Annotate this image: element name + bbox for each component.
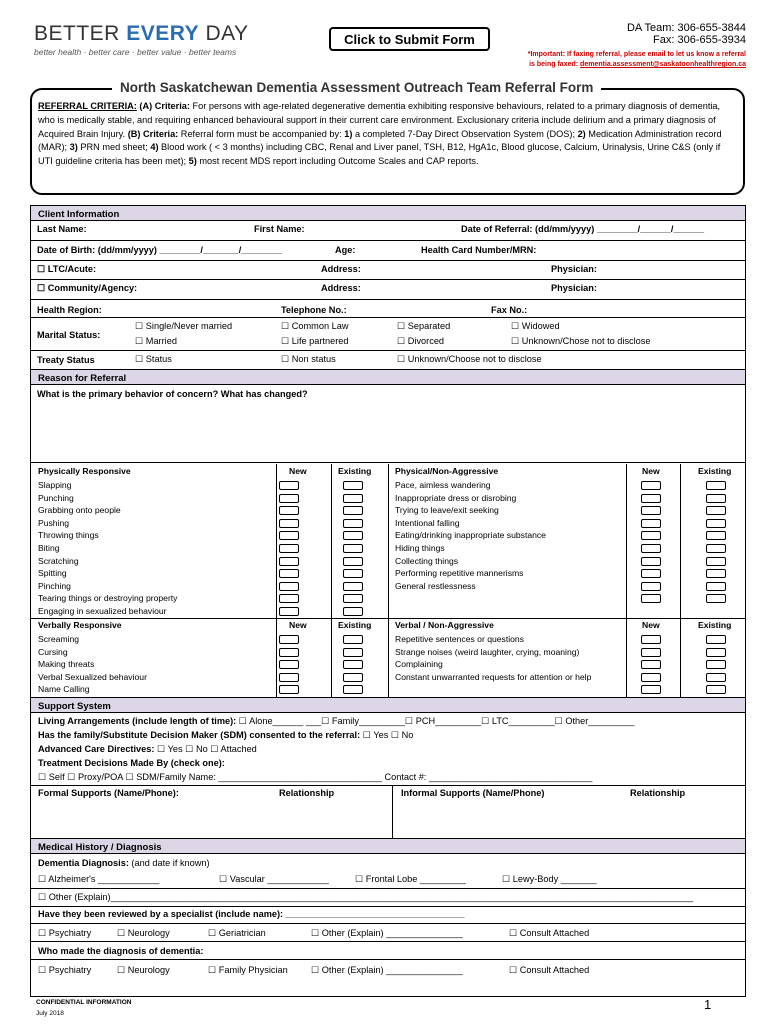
frontal-lobe-checkbox[interactable]: ☐ Frontal Lobe _________ <box>355 874 466 884</box>
list-item: Name Calling <box>38 684 90 695</box>
date-of-referral-field[interactable]: Date of Referral: (dd/mm/yyyy) ________/______/______ <box>461 224 705 234</box>
first-name-field[interactable]: First Name: <box>254 224 305 234</box>
footer <box>36 997 131 1019</box>
behaviour-checkbox[interactable] <box>343 594 363 603</box>
behaviour-checkbox[interactable] <box>279 519 299 528</box>
unknown-treaty-checkbox[interactable]: ☐ Unknown/Choose not to disclose <box>397 354 542 364</box>
telephone-field[interactable]: Telephone No.: <box>281 305 347 315</box>
informal-supports-field[interactable]: Informal Supports (Name/Phone) <box>401 788 545 798</box>
behaviour-checkbox[interactable] <box>706 481 726 490</box>
list-item: Pinching <box>38 580 71 591</box>
behaviour-checkbox[interactable] <box>343 481 363 490</box>
criteria-b-label: (B) Criteria: <box>127 128 179 139</box>
behaviour-checkbox[interactable] <box>641 594 661 603</box>
behaviour-checkbox[interactable] <box>279 635 299 644</box>
behaviour-checkbox[interactable] <box>279 594 299 603</box>
behaviour-checkbox[interactable] <box>706 635 726 644</box>
divider <box>31 959 745 960</box>
logo-tagline: better health · better care · better value · better teams <box>34 47 237 57</box>
behaviour-checkbox[interactable] <box>279 582 299 591</box>
criteria-num: 2) <box>577 128 586 139</box>
living-arrangements[interactable] <box>38 716 634 727</box>
logo-text-end: DAY <box>199 22 249 45</box>
list-item: Slapping <box>38 480 72 490</box>
behaviour-checkbox[interactable] <box>343 685 363 694</box>
marital-row <box>31 318 745 351</box>
referral-criteria <box>38 100 734 169</box>
alzheimers-checkbox[interactable]: ☐ Alzheimer's ____________ <box>38 874 160 884</box>
dx-neurology-checkbox[interactable]: ☐ Neurology <box>117 965 170 975</box>
dx-family-physician-checkbox[interactable]: ☐ Family Physician <box>208 965 288 975</box>
widowed-checkbox[interactable]: ☐ Widowed <box>511 321 560 331</box>
criteria-item: a completed 7-Day Direct Observation System (DOS); <box>352 128 578 139</box>
criteria-a-label: (A) Criteria: <box>139 101 190 111</box>
behaviour-checkbox[interactable] <box>641 494 661 503</box>
behaviour-checkbox[interactable] <box>279 544 299 553</box>
list-item: Tearing things or destroying property <box>38 593 178 604</box>
behaviour-checkbox[interactable] <box>706 673 726 682</box>
criteria-item: Medication Administration record (MAR); <box>38 128 722 153</box>
divorced-checkbox[interactable]: ☐ Divorced <box>397 336 445 346</box>
reason-field[interactable] <box>31 385 745 463</box>
confidential-label: CONFIDENTIAL INFORMATION <box>36 999 132 1006</box>
verbal-non-aggressive-heading: Verbal / Non-Aggressive <box>395 620 494 630</box>
list-item: Eating/drinking inappropriate substance <box>395 530 546 541</box>
behaviour-checkbox[interactable] <box>706 544 726 553</box>
list-item: Hiding things <box>395 542 445 553</box>
dx-consult-checkbox[interactable]: ☐ Consult Attached <box>509 965 590 975</box>
vascular-checkbox[interactable]: ☐ Vascular ____________ <box>219 874 329 884</box>
specialist-psychiatry-checkbox[interactable]: ☐ Psychiatry <box>38 928 92 938</box>
behaviour-checkbox[interactable] <box>343 494 363 503</box>
client-info-header: Client Information <box>31 205 745 221</box>
sdm-label: Has the family/Substitute Decision Maker (SDM) consented to the referral: <box>38 730 361 740</box>
list-item: Making threats <box>38 659 95 670</box>
behaviour-checkbox[interactable] <box>706 648 726 657</box>
health-region-field[interactable]: Health Region: <box>37 305 102 315</box>
behaviour-checkbox[interactable] <box>641 582 661 591</box>
community-row <box>31 280 745 300</box>
page-title: North Saskatchewan Dementia Assessment Outreach Team Referral Form <box>112 80 601 95</box>
lewy-body-checkbox[interactable]: ☐ Lewy-Body _______ <box>502 874 597 884</box>
behaviour-checkbox[interactable] <box>641 569 661 578</box>
region-row <box>31 300 745 318</box>
behaviour-checkbox[interactable] <box>343 582 363 591</box>
medical-history-header: Medical History / Diagnosis <box>31 838 745 854</box>
specialist-other-checkbox[interactable]: ☐ Other (Explain) _______________ <box>311 928 463 938</box>
sdm-options: ☐ Yes ☐ No <box>360 730 414 740</box>
community-checkbox[interactable]: ☐ Community/Agency: <box>37 283 138 293</box>
dob-field[interactable]: Date of Birth: (dd/mm/yyyy) ________/_______/________ <box>37 245 283 255</box>
list-item: Screaming <box>38 634 80 644</box>
list-item: Verbal Sexualized behaviour <box>38 671 147 682</box>
list-item: Trying to leave/exit seeking <box>395 505 499 516</box>
living-options: ☐ Alone______ ___☐ Family_________☐ PCH_________☐ LTC_________☐ Other_________ <box>236 716 635 726</box>
ltc-row <box>31 261 745 280</box>
diagnosed-by-label: Who made the diagnosis of dementia: <box>38 946 204 956</box>
ltc-physician-field[interactable]: Physician: <box>551 264 597 274</box>
treatment-decisions-label: Treatment Decisions Made By (check one): <box>38 758 225 768</box>
specialist-consult-checkbox[interactable]: ☐ Consult Attached <box>509 928 590 938</box>
support-header: Support System <box>31 697 745 713</box>
list-item: Pushing <box>38 517 70 528</box>
community-address-field[interactable]: Address: <box>321 283 361 293</box>
behaviour-checkbox[interactable] <box>706 494 726 503</box>
physical-non-aggressive-heading: Physical/Non-Aggressive <box>395 466 499 476</box>
new-column-header: New <box>642 466 660 476</box>
divider <box>31 888 745 889</box>
behaviour-checkbox[interactable] <box>641 506 661 515</box>
list-item: Punching <box>38 492 74 503</box>
behaviour-checkbox[interactable] <box>279 685 299 694</box>
criteria-num: 5) <box>188 156 197 167</box>
divider <box>388 464 389 697</box>
behaviour-checkbox[interactable] <box>279 481 299 490</box>
behaviour-checkbox[interactable] <box>641 519 661 528</box>
list-item: Biting <box>38 542 60 553</box>
criteria-b-text: Referral form must be accompanied by: <box>178 128 345 139</box>
physically-responsive-heading: Physically Responsive <box>38 466 131 476</box>
dementia-diagnosis-label <box>38 858 210 868</box>
behaviour-checkbox[interactable] <box>641 544 661 553</box>
community-physician-field[interactable]: Physician: <box>551 283 597 293</box>
dob-row <box>31 241 745 261</box>
unknown-marital-checkbox[interactable]: ☐ Unknown/Chose not to disclose <box>511 336 651 346</box>
logo-text: BETTER <box>34 22 127 45</box>
treaty-row <box>31 351 745 369</box>
list-item: Intentional falling <box>395 517 460 528</box>
existing-column-header: Existing <box>338 466 372 476</box>
behaviour-checkbox[interactable] <box>641 648 661 657</box>
treaty-status-label: Treaty Status <box>37 355 95 365</box>
behaviour-checkbox[interactable] <box>706 582 726 591</box>
criteria-item: Blood work ( < 3 months) including CBC, Renal and Liver panel, TSH, B12, HgA1c, Blood glucose, Calcium, Urinalysis, Urine C&S (only if UTI guideline criteria has been met); <box>38 142 721 167</box>
fax-notice <box>528 50 746 70</box>
list-item: Throwing things <box>38 530 99 541</box>
new-column-header: New <box>289 466 307 476</box>
fax-notice-line: *Important: If faxing referral, please email to let us know a referral <box>527 51 746 58</box>
divider <box>31 941 745 942</box>
divider <box>31 906 745 907</box>
existing-column-header: Existing <box>698 466 732 476</box>
informal-relationship-field[interactable]: Relationship <box>630 788 686 798</box>
divider <box>31 618 745 619</box>
common-law-checkbox[interactable]: ☐ Common Law <box>281 321 349 331</box>
behaviour-checkbox[interactable] <box>343 506 363 515</box>
divider <box>31 785 745 786</box>
behaviour-checkbox[interactable] <box>641 481 661 490</box>
logo <box>34 22 249 46</box>
dx-psychiatry-checkbox[interactable]: ☐ Psychiatry <box>38 965 92 975</box>
behaviour-checkbox[interactable] <box>706 594 726 603</box>
da-team-phone: DA Team: 306-655-3844 <box>626 22 746 34</box>
specialist-geriatrician-checkbox[interactable]: ☐ Geriatrician <box>208 928 266 938</box>
logo-text-accent: EVERY <box>126 22 200 45</box>
behaviour-checkbox[interactable] <box>706 531 726 540</box>
behaviour-checkbox[interactable] <box>343 673 363 682</box>
divider <box>276 464 277 697</box>
advanced-care-directives[interactable] <box>38 744 257 755</box>
formal-relationship-field[interactable]: Relationship <box>279 788 335 798</box>
behaviour-checkbox[interactable] <box>706 569 726 578</box>
non-status-checkbox[interactable]: ☐ Non status <box>281 354 336 364</box>
behaviour-checkbox[interactable] <box>343 635 363 644</box>
life-partnered-checkbox[interactable]: ☐ Life partnered <box>281 336 349 346</box>
behaviour-checkbox[interactable] <box>279 607 299 616</box>
fax-no-field[interactable]: Fax No.: <box>491 305 528 315</box>
criteria-a-text: For persons with age-related degenerative dementia exhibiting responsive behaviours, related to a primary diagnosis of dementia, who is medically stable, and requiring enhanced behavioural support in their current care environment. Exclusionary criteria include delirium and a primary diagnosis of Acquired Brain Injury. <box>38 101 721 139</box>
behaviour-checkbox[interactable] <box>343 648 363 657</box>
treatment-decisions-options[interactable]: ☐ Self ☐ Proxy/POA ☐ SDM/Family Name: ________________________________ Contact #: ________________________________ <box>38 772 593 782</box>
list-item: Performing repetitive mannerisms <box>395 568 524 579</box>
other-diagnosis-field[interactable]: ☐ Other (Explain)__________________________________________________________________________________________________________________ <box>38 892 694 902</box>
behaviour-checkbox[interactable] <box>641 673 661 682</box>
ltc-address-field[interactable]: Address: <box>321 264 361 274</box>
behaviour-checkbox[interactable] <box>279 557 299 566</box>
list-item: General restlessness <box>395 580 476 591</box>
list-item: Scratching <box>38 555 79 566</box>
fax-notice-prefix: is being faxed: <box>529 61 581 68</box>
list-item: Engaging in sexualized behaviour <box>38 605 167 616</box>
submit-form-button[interactable]: Click to Submit Form <box>329 27 490 51</box>
behaviour-checkbox[interactable] <box>641 557 661 566</box>
behaviour-checkbox[interactable] <box>279 494 299 503</box>
list-item: Cursing <box>38 646 68 657</box>
behaviour-checkbox[interactable] <box>706 519 726 528</box>
behaviour-checkbox[interactable] <box>279 660 299 669</box>
sdm-consent[interactable] <box>38 730 413 741</box>
list-item: Pace, aimless wandering <box>395 480 491 490</box>
behaviour-checkbox[interactable] <box>343 569 363 578</box>
physical-list <box>38 479 177 618</box>
specialist-neurology-checkbox[interactable]: ☐ Neurology <box>117 928 170 938</box>
behaviour-checkbox[interactable] <box>343 531 363 540</box>
list-item: Strange noises (weird laughter, crying, moaning) <box>395 646 580 657</box>
behaviour-checkbox[interactable] <box>343 607 363 616</box>
married-checkbox[interactable]: ☐ Married <box>135 336 177 346</box>
behaviour-checkbox[interactable] <box>343 660 363 669</box>
existing-column-header: Existing <box>698 620 732 630</box>
divider <box>331 464 332 697</box>
verbal-na-list <box>395 633 591 683</box>
criteria-label: REFERRAL CRITERIA: <box>38 101 137 111</box>
acd-options: ☐ Yes ☐ No ☐ Attached <box>154 744 257 754</box>
verbal-list <box>38 633 147 696</box>
new-column-header: New <box>289 620 307 630</box>
formal-supports-field[interactable]: Formal Supports (Name/Phone): <box>38 788 179 798</box>
health-card-field[interactable]: Health Card Number/MRN: <box>421 245 537 255</box>
dementia-dx-note: (and date if known) <box>128 858 210 868</box>
list-item: Complaining <box>395 659 443 670</box>
reason-header: Reason for Referral <box>31 369 745 385</box>
behaviour-checkbox[interactable] <box>641 685 661 694</box>
behaviour-checkbox[interactable] <box>706 660 726 669</box>
behaviour-checkbox[interactable] <box>706 557 726 566</box>
dx-other-checkbox[interactable]: ☐ Other (Explain) _______________ <box>311 965 463 975</box>
behaviour-checkbox[interactable] <box>706 685 726 694</box>
behaviour-checkbox[interactable] <box>343 557 363 566</box>
criteria-num: 1) <box>344 128 353 139</box>
list-item: Inappropriate dress or disrobing <box>395 492 517 503</box>
single-checkbox[interactable]: ☐ Single/Never married <box>135 321 233 331</box>
behaviour-checkbox[interactable] <box>343 544 363 553</box>
status-checkbox[interactable]: ☐ Status <box>135 354 172 364</box>
acd-label: Advanced Care Directives: <box>38 744 155 754</box>
list-item: Grabbing onto people <box>38 505 121 516</box>
divider <box>31 923 745 924</box>
behaviour-checkbox[interactable] <box>641 660 661 669</box>
physical-na-list <box>395 479 546 592</box>
list-item: Collecting things <box>395 555 459 566</box>
behaviour-checkbox[interactable] <box>279 569 299 578</box>
last-name-field[interactable]: Last Name: <box>37 224 87 234</box>
behaviour-checkbox[interactable] <box>641 531 661 540</box>
age-field[interactable]: Age: <box>335 245 356 255</box>
list-item: Spitting <box>38 568 67 579</box>
divider <box>626 464 627 697</box>
contact-info <box>627 22 746 46</box>
behaviour-checkbox[interactable] <box>279 673 299 682</box>
list-item: Constant unwarranted requests for attention or help <box>395 671 592 682</box>
dementia-dx-label: Dementia Diagnosis: <box>38 858 129 868</box>
criteria-item: most recent MDS report including Outcome Scales and CAP reports. <box>196 156 479 167</box>
email-link[interactable]: dementia.assessment@saskatoonhealthregion.ca <box>580 61 746 68</box>
new-column-header: New <box>642 620 660 630</box>
specialist-review-field[interactable]: Have they been reviewed by a specialist (include name): ___________________________________ <box>38 909 465 919</box>
living-label: Living Arrangements (include length of time): <box>38 716 237 726</box>
behaviour-checkbox[interactable] <box>706 506 726 515</box>
marital-status-label: Marital Status: <box>37 330 101 340</box>
divider <box>680 464 681 697</box>
behaviour-checkbox[interactable] <box>279 531 299 540</box>
behaviour-checkbox[interactable] <box>279 506 299 515</box>
page-number: 1 <box>704 997 712 1012</box>
fax-number: Fax: 306-655-3934 <box>653 34 746 46</box>
separated-checkbox[interactable]: ☐ Separated <box>397 321 451 331</box>
divider <box>392 786 393 838</box>
list-item: Repetitive sentences or questions <box>395 634 524 644</box>
criteria-item: PRN med sheet; <box>77 142 151 153</box>
criteria-num: 3) <box>69 142 78 153</box>
behaviour-checkbox[interactable] <box>279 648 299 657</box>
ltc-checkbox[interactable]: ☐ LTC/Acute: <box>37 264 97 274</box>
criteria-num: 4) <box>150 142 159 153</box>
verbally-responsive-heading: Verbally Responsive <box>38 620 122 630</box>
existing-column-header: Existing <box>338 620 372 630</box>
reason-question: What is the primary behavior of concern? What has changed? <box>37 389 308 399</box>
footer-date: July 2018 <box>36 1010 64 1017</box>
name-row <box>31 221 745 241</box>
behaviour-checkbox[interactable] <box>641 635 661 644</box>
behaviour-checkbox[interactable] <box>343 519 363 528</box>
